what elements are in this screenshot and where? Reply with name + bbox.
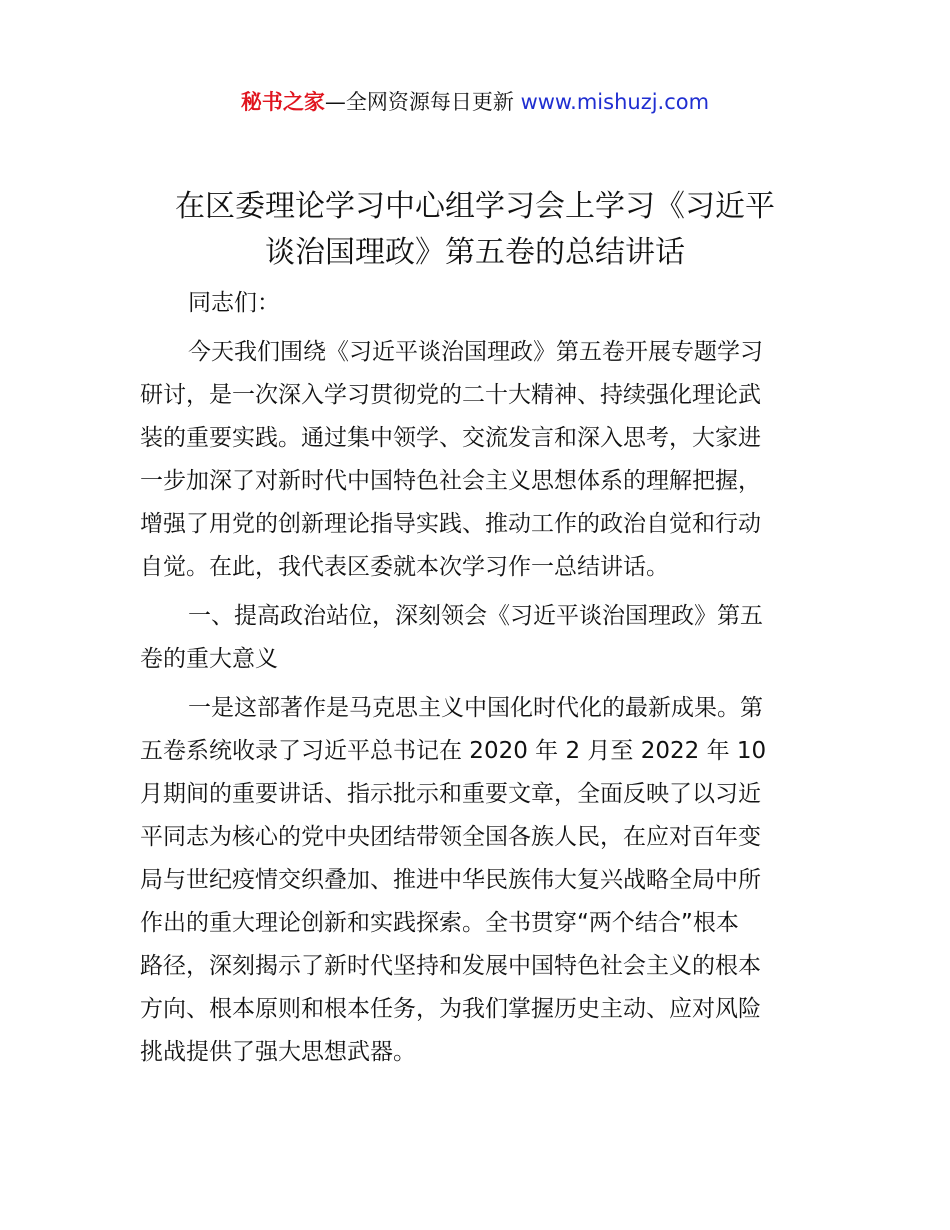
paragraph-line: 局与世纪疫情交织叠加、推进中华民族伟大复兴战略全局中所: [140, 867, 761, 893]
paragraph-line: 路径，深刻揭示了新时代坚持和发展中国特色社会主义的根本: [140, 953, 761, 979]
site-tagline: —全网资源每日更新: [324, 90, 514, 114]
body-paragraph: [140, 687, 812, 1074]
paragraph-line: 研讨，是一次深入学习贯彻党的二十大精神、持续强化理论武: [140, 382, 761, 408]
paragraph-line: 同志们：: [188, 290, 280, 316]
intro-paragraph: [140, 331, 812, 589]
paragraph-line: 作出的重大理论创新和实践探索。全书贯穿“两个结合”根本: [140, 910, 739, 936]
paragraph-line: 一是这部著作是马克思主义中国化时代化的最新成果。第: [188, 695, 763, 721]
title-line: 谈治国理政》第五卷的总结讲话: [265, 235, 685, 270]
site-header: [0, 86, 950, 118]
document-body: [140, 282, 812, 1080]
paragraph-line: 平同志为核心的党中央团结带领全国各族人民，在应对百年变: [140, 824, 761, 850]
paragraph-line: 自觉。在此，我代表区委就本次学习作一总结讲话。: [140, 554, 669, 580]
paragraph-line: 卷的重大意义: [140, 646, 278, 672]
paragraph-line: 方向、根本原则和根本任务，为我们掌握历史主动、应对风险: [140, 996, 761, 1022]
paragraph-line: 增强了用党的创新理论指导实践、推动工作的政治自觉和行动: [140, 511, 761, 537]
site-brand: 秘书之家: [240, 90, 325, 114]
title-line: 在区委理论学习中心组学习会上学习《习近平: [175, 189, 775, 224]
paragraph-line: 今天我们围绕《习近平谈治国理政》第五卷开展专题学习: [188, 339, 763, 365]
document-title: [130, 184, 820, 276]
paragraph-line: 装的重要实践。通过集中领学、交流发言和深入思考，大家进: [140, 425, 761, 451]
paragraph-line: 五卷系统收录了习近平总书记在 2020 年 2 月至 2022 年 10: [140, 738, 767, 764]
salutation-paragraph: [140, 282, 812, 325]
site-url-link[interactable]: www.mishuzj.com: [520, 90, 710, 114]
section-heading-paragraph: [140, 595, 812, 681]
paragraph-line: 一步加深了对新时代中国特色社会主义思想体系的理解把握，: [140, 468, 761, 494]
paragraph-line: 月期间的重要讲话、指示批示和重要文章，全面反映了以习近: [140, 781, 761, 807]
paragraph-line: 一、提高政治站位，深刻领会《习近平谈治国理政》第五: [188, 603, 763, 629]
paragraph-line: 挑战提供了强大思想武器。: [140, 1039, 416, 1065]
